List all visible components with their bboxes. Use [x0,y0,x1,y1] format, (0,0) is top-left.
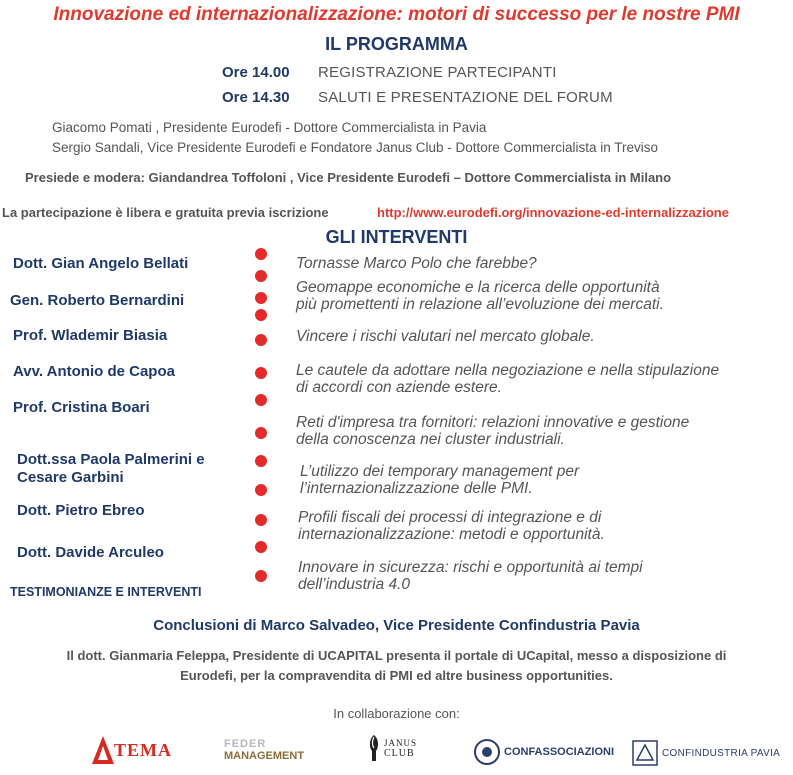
talk-5: Reti d'impresa tra fornitori: relazioni innovative e gestione della conoscenza nei cluster industriali. [296,414,690,448]
schedule-label-1: REGISTRAZIONE PARTECIPANTI [318,64,557,81]
event-title: Innovazione ed internazionalizzazione: motori di successo per le nostre PMI [53,4,740,25]
speaker-biasia: Prof. Wlademir Biasia [13,327,168,344]
testimonials-label: TESTIMONIANZE E INTERVENTI [10,585,202,599]
talk-3: Vincere i rischi valutari nel mercato globale. [296,328,595,345]
speaker-boari: Prof. Cristina Boari [13,399,150,416]
speaker-bernardini: Gen. Roberto Bernardini [10,292,185,309]
bullet-dot [255,270,267,282]
interventions-heading: GLI INTERVENTI [325,227,468,247]
bullet-dot [255,292,267,304]
janus-face-icon [366,733,382,763]
atema-triangle-icon [92,736,114,764]
atema-logo: TEMA [92,734,172,766]
welcome-speaker-2: Sergio Sandali, Vice Presidente Eurodefi e Fondatore Janus Club - Dottore Commercialista in Treviso [52,140,659,155]
schedule-label-2: SALUTI E PRESENTAZIONE DEL FORUM [318,89,613,106]
bullet-dot [255,394,267,406]
talk-2: Geomappe economiche e la ricerca delle opportunità più promettenti in relazione all’evoluzione dei mercati. [296,279,664,313]
bullet-dot [255,484,267,496]
bullet-dot [255,570,267,582]
moderator-line: Presiede e modera: Giandandrea Toffoloni , Vice Presidente Eurodefi – Dottore Commercialista in Milano [25,170,672,185]
speaker-palmerini: Dott.ssa Paola Palmerini e [17,451,205,468]
bullet-dot [255,334,267,346]
speaker-bellati: Dott. Gian Angelo Bellati [13,255,189,272]
ucapital-text: Il dott. Gianmaria Feleppa, Presidente di UCAPITAL presenta il portale di UCapital, messo a disposizione di Eurodefi, per la compravendita di PMI ed altre business opportunities. [66,648,727,683]
bullet-dot [255,541,267,553]
bullet-dot [255,455,267,467]
program-heading: IL PROGRAMMA [325,34,468,54]
confassociazioni-logo: CONFASSOCIAZIONI [473,738,614,766]
janus-club-logo: JANUS CLUB [366,733,417,763]
collaboration-label: In collaborazione con: [333,706,460,721]
feder-management-logo: FEDER MANAGEMENT [224,738,305,762]
welcome-speaker-1: Giacomo Pomati , Presidente Eurodefi - Dottore Commercialista in Pavia [52,120,487,135]
bullet-dot [255,367,267,379]
talk-4: Le cautele da adottare nella negoziazione e nella stipulazione di accordi con aziende estere. [296,362,720,396]
registration-text: La partecipazione è libera e gratuita previa iscrizione [2,205,329,220]
speaker-garbini: Cesare Garbini [17,469,124,486]
bullet-dot [255,514,267,526]
bullet-dot [255,309,267,321]
talk-7: Profili fiscali dei processi di integrazione e di internazionalizzazione: metodi e opportunità. [298,509,605,543]
talk-1: Tornasse Marco Polo che farebbe? [296,255,537,272]
speaker-ebreo: Dott. Pietro Ebreo [17,502,145,519]
bullet-dot [255,427,267,439]
confassociazioni-circle-icon [473,738,501,766]
schedule-time-1: Ore 14.00 [222,64,290,81]
bullet-dot [255,248,267,260]
registration-link[interactable]: http://www.eurodefi.org/innovazione-ed-internalizzazione [377,205,729,220]
confindustria-emblem-icon [632,740,658,766]
speaker-arculeo: Dott. Davide Arculeo [17,544,164,561]
talk-8: Innovare in sicurezza: rischi e opportunità ai tempi dell’industria 4.0 [298,559,643,593]
talk-6: L’utilizzo dei temporary management per l’internazionalizzazione delle PMI. [300,463,580,497]
conclusion: Conclusioni di Marco Salvadeo, Vice Presidente Confindustria Pavia [153,617,640,634]
schedule-time-2: Ore 14.30 [222,89,290,106]
confindustria-pavia-logo: CONFINDUSTRIA PAVIA [632,740,780,766]
speaker-de-capoa: Avv. Antonio de Capoa [13,363,175,380]
